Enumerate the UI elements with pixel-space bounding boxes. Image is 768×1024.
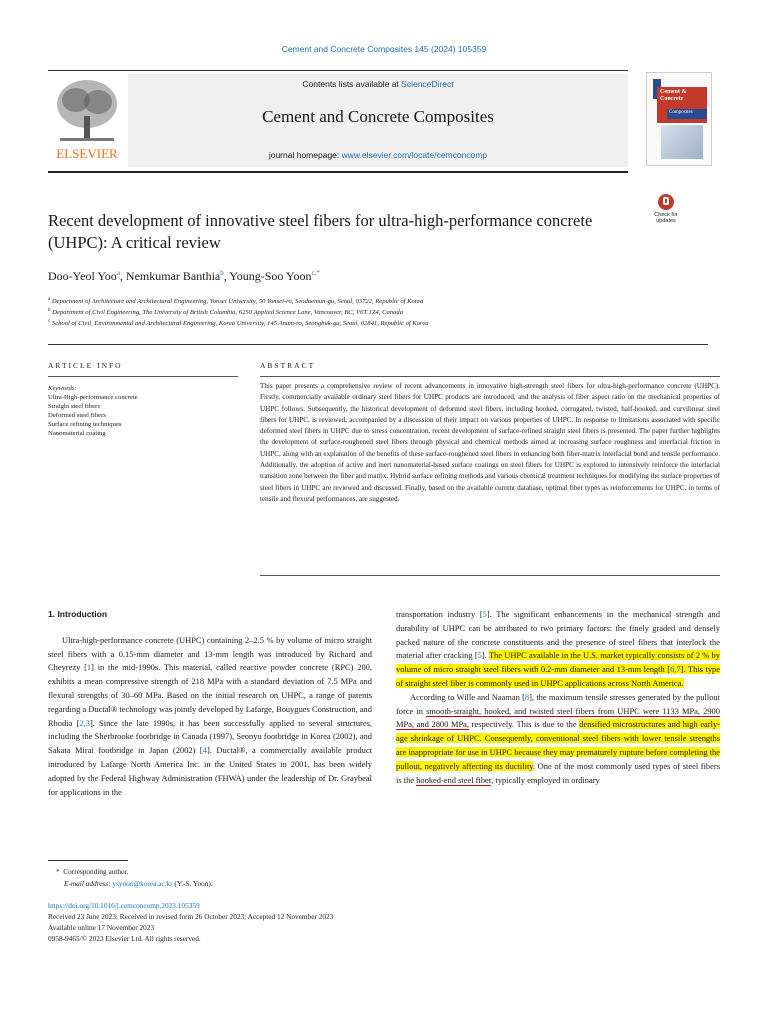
affiliation-sup: b: [48, 308, 51, 313]
author-name[interactable]: Young-Soo Yoon: [229, 269, 312, 283]
paragraph: [396, 691, 720, 788]
cover-title: Cement & Concrete: [657, 87, 707, 123]
highlight-annotation[interactable]: densified microstructures and high early-age shrinkage of UHPC. Consequently, conventional steel fibers with lower tensile strengths are inappropriate for use in UHPC because they may prematurely rupture before completing the pullout, negatively affecting its ductility: [396, 719, 720, 771]
abstract-heading: ABSTRACT: [260, 361, 316, 370]
author-name[interactable]: Doo-Yeol Yoo: [48, 269, 117, 283]
contents-prefix: Contents lists available at: [302, 79, 402, 89]
header-top-rule: [48, 70, 628, 71]
affiliation: [48, 317, 708, 329]
paragraph-text: ], the maximum tensile stresses generated by the pullout force in: [396, 691, 720, 716]
sciencedirect-link[interactable]: ScienceDirect: [401, 79, 454, 89]
footnote-corresponding: * Corresponding author.: [56, 867, 129, 876]
affiliation-sup: a: [48, 297, 51, 302]
check-updates-icon: [658, 194, 674, 210]
paragraph-text: , typically employed in ordinary: [491, 774, 600, 785]
abstract-bottom-rule: [260, 575, 720, 576]
journal-cover[interactable]: [646, 72, 712, 166]
citation-link[interactable]: 8: [524, 691, 530, 702]
body-column-left: [48, 608, 372, 799]
paragraph-text: Ultra-high-performance concrete (UHPC) containing 2–2.5 % by volume of micro straight steel fibers with a 0.15-mm diameter and 13-mm length was introduced by Richard and Cheyrezy [: [48, 634, 372, 673]
citation-link[interactable]: 1: [86, 662, 92, 673]
paragraph-text: According to Wille and Naaman [: [410, 691, 525, 702]
homepage-link[interactable]: www.elsevier.com/locate/cemconcomp: [341, 150, 488, 160]
paragraph-text: ] in the mid-1990s. This material, called reactive powder concrete (RPC) 200, exhibits a mean compressive strength of 218 MPa with a standard deviation of 7.5 MPa and flexural strengths of 30–60 MPa. Based on the initial research on UHPC, a range of patents regarding a Ductal® technology was jointly developed by Lafarge, Bouygues Construction, and Rhodia [: [48, 662, 373, 728]
body-column-right: [396, 608, 720, 787]
doi-link[interactable]: https://doi.org/10.1016/j.cemconcomp.2023.105359: [48, 901, 200, 910]
homepage-line: [128, 150, 628, 160]
elsevier-logo[interactable]: [48, 76, 126, 162]
keyword: Surface refining techniques: [48, 421, 122, 428]
highlighted-text: The UHPC available in the U.S. market typically consists of 2 % by volume of micro straight steel fibers with 0.2-mm diameter and 13-mm length [: [396, 650, 720, 675]
author-affil-sup[interactable]: a: [116, 269, 120, 277]
header-bottom-rule: [48, 171, 628, 173]
cover-subtitle: Composites: [667, 109, 707, 119]
paragraph-text: ]. Ductal®, a commercially available product introduced by Lafarge North America Inc. in the United States in 2001, has been widely adopted by the Federal Highway Administration (FHWA) under the leadership of Dr. Graybeal for applications in the: [48, 745, 372, 797]
citation-link[interactable]: 4: [202, 745, 207, 756]
paragraph-text: . One of the most commonly used types of steel fibers is the: [396, 760, 720, 785]
keyword: Deformed steel fibers: [48, 412, 106, 419]
citation-link[interactable]: 5: [482, 609, 487, 619]
affiliation-text: School of Civil, Environmental and Architectural Engineering, Korea University, 145 Anam-ro, Seongbuk-gu, Seoul, 02841, Republic of Korea: [51, 320, 429, 328]
section-rule: [48, 344, 708, 345]
article-info-heading: ARTICLE INFO: [48, 361, 123, 370]
highlighted-text: ]. This type of straight steel fiber is commonly used in UHPC applications across North America.: [396, 664, 721, 688]
check-label-2: updates: [656, 218, 676, 224]
email-suffix: (Y.-S. Yoon).: [174, 879, 213, 888]
homepage-prefix: journal homepage:: [268, 150, 342, 160]
abstract-rule: [260, 376, 720, 377]
received-line: Received 23 June 2023; Received in revised form 26 October 2023; Accepted 12 November 2023: [48, 912, 334, 921]
author-affil-sup[interactable]: c,*: [311, 269, 320, 277]
author-list: Doo-Yeol Yoo$^a$, Nemkumar Banthia$^b$, Young-Soo Yoon$^{c,*}$: [48, 269, 320, 283]
section-heading: 1. Introduction: [48, 609, 108, 619]
author-name[interactable]: Nemkumar Banthia: [125, 269, 221, 283]
publisher-name: ELSEVIER: [56, 146, 118, 161]
keywords-block: [48, 384, 238, 438]
check-for-updates-button[interactable]: [646, 194, 686, 230]
footnote-email: [64, 878, 724, 889]
keyword: Straight steel fibers: [48, 403, 101, 410]
email-label: E-mail address:: [64, 879, 111, 888]
keyword: Ultra-High-performance concrete: [48, 394, 138, 401]
cover-image: [661, 125, 703, 159]
copyright-line: 0958-9465/© 2023 Elsevier Ltd. All rights reserved.: [48, 934, 201, 943]
email-link[interactable]: ysyoon@korea.ac.kr: [112, 879, 173, 888]
citation-link[interactable]: 2,3: [79, 717, 90, 728]
affiliation-text: Department of Architecture and Architectural Engineering, Yonsei University, 50 Yonsei-ro, Seodaemun-gu, Seoul, 03722, Republic of Korea: [51, 298, 424, 306]
paragraph-text: transportation industry [: [396, 609, 483, 619]
keyword: Nanomaterial coating: [48, 430, 106, 437]
journal-reference[interactable]: Cement and Concrete Composites 145 (2024) 105359: [281, 44, 487, 54]
paragraph-text: ].: [481, 650, 489, 661]
doi-line: [48, 900, 708, 911]
underline-annotation[interactable]: smooth-straight, hooked, and twisted steel fibers from UHPC were 1133 MPa, 2900 MPa, and 2800 MPa,: [396, 705, 720, 730]
affiliation-text: Department of Civil Engineering, The University of British Columbia, 6250 Applied Science Lane, Vancouver, BC, V6T 1Z4, Canada: [52, 309, 403, 317]
abstract-text: This paper presents a comprehensive review of recent advancements in innovative high-strength steel fibers for ultra-high-performance concrete (UHPC). Firstly, commercially available ordinary steel fibers for UHPC products are introduced, and the analysis of fiber aspect ratio on the mechanical properties of UHPC follows. Subsequently, the historical development of deformed steel fibers, including hooked, corrugated, twisted, half-hooked, and curvilinear steel fibers for UHPC, is reviewed, accompanied by a discussion of their impact on various properties of UHPC. In response to limitations associated with specific deformed steel fibers in UHPC due to stress concentration, recent development of surface-refined straight steel fibers is presented. The paper further highlights the development of surface-roughened steel fibers through physical and chemical methods aimed at increasing surface roughness and interfacial friction in UHPC, along with an explanation of the benefits of these surface-roughened steel fibers in enhancing both fiber-matrix interfacial bond and tensile performance. Additionally, the adoption of active and inert nanomaterial-based surface coatings on steel fibers for UHPC is explored to intensively reinforce the interfacial transition zone between the fiber and matrix. Hybrid surface refining methods and various chemical treatment techniques for modifying the surface properties of steel fibers in UHPC are reviewed and discussed. Finally, based on the available current database, optimal fiber types as reinforcements for UHPC, in terms of tensile and flexural performances, are suggested.: [260, 382, 720, 503]
underline-annotation[interactable]: hooked-end steel fiber: [416, 774, 492, 785]
contents-line: [128, 79, 628, 89]
footnote-rule: [48, 860, 128, 861]
paragraph-text: respectively. This is due to the: [469, 719, 580, 730]
citation-link[interactable]: 6,7: [670, 664, 681, 675]
journal-title: Cement and Concrete Composites: [262, 107, 494, 126]
author-affil-sup[interactable]: b: [220, 269, 224, 277]
paragraph-text: ]. Since the late 1990s, it has been successfully applied to several structures, including the Sherbrooke footbridge in Canada (1997), Seonyu footbridge in Korea (2002), and Sakata Mirai footbridge in Japan (2002) [: [48, 717, 372, 756]
footnote-text: Corresponding author.: [63, 867, 129, 876]
article-info-rule: [48, 376, 238, 377]
paragraph: [48, 634, 372, 800]
tree-icon: [57, 80, 117, 141]
available-line: Available online 17 November 2023: [48, 923, 155, 932]
affiliation-sup: c: [48, 319, 51, 324]
paragraph-text: ]. The significant enhancements in the mechanical strength and durability of UHPC can be attributed to two primary factors: the finely graded and densely packed nature of the concrete constituents and the presence of steel fibers that interlock the material after cracking [: [396, 609, 720, 661]
citation-link[interactable]: 5: [477, 650, 482, 661]
paper-title: Recent development of innovative steel fibers for ultra-high-performance concrete (UHPC): A critical review: [48, 211, 593, 252]
paragraph: [396, 608, 720, 691]
keywords-label: Keywords:: [48, 385, 77, 392]
check-label-1: Check for: [654, 212, 678, 218]
